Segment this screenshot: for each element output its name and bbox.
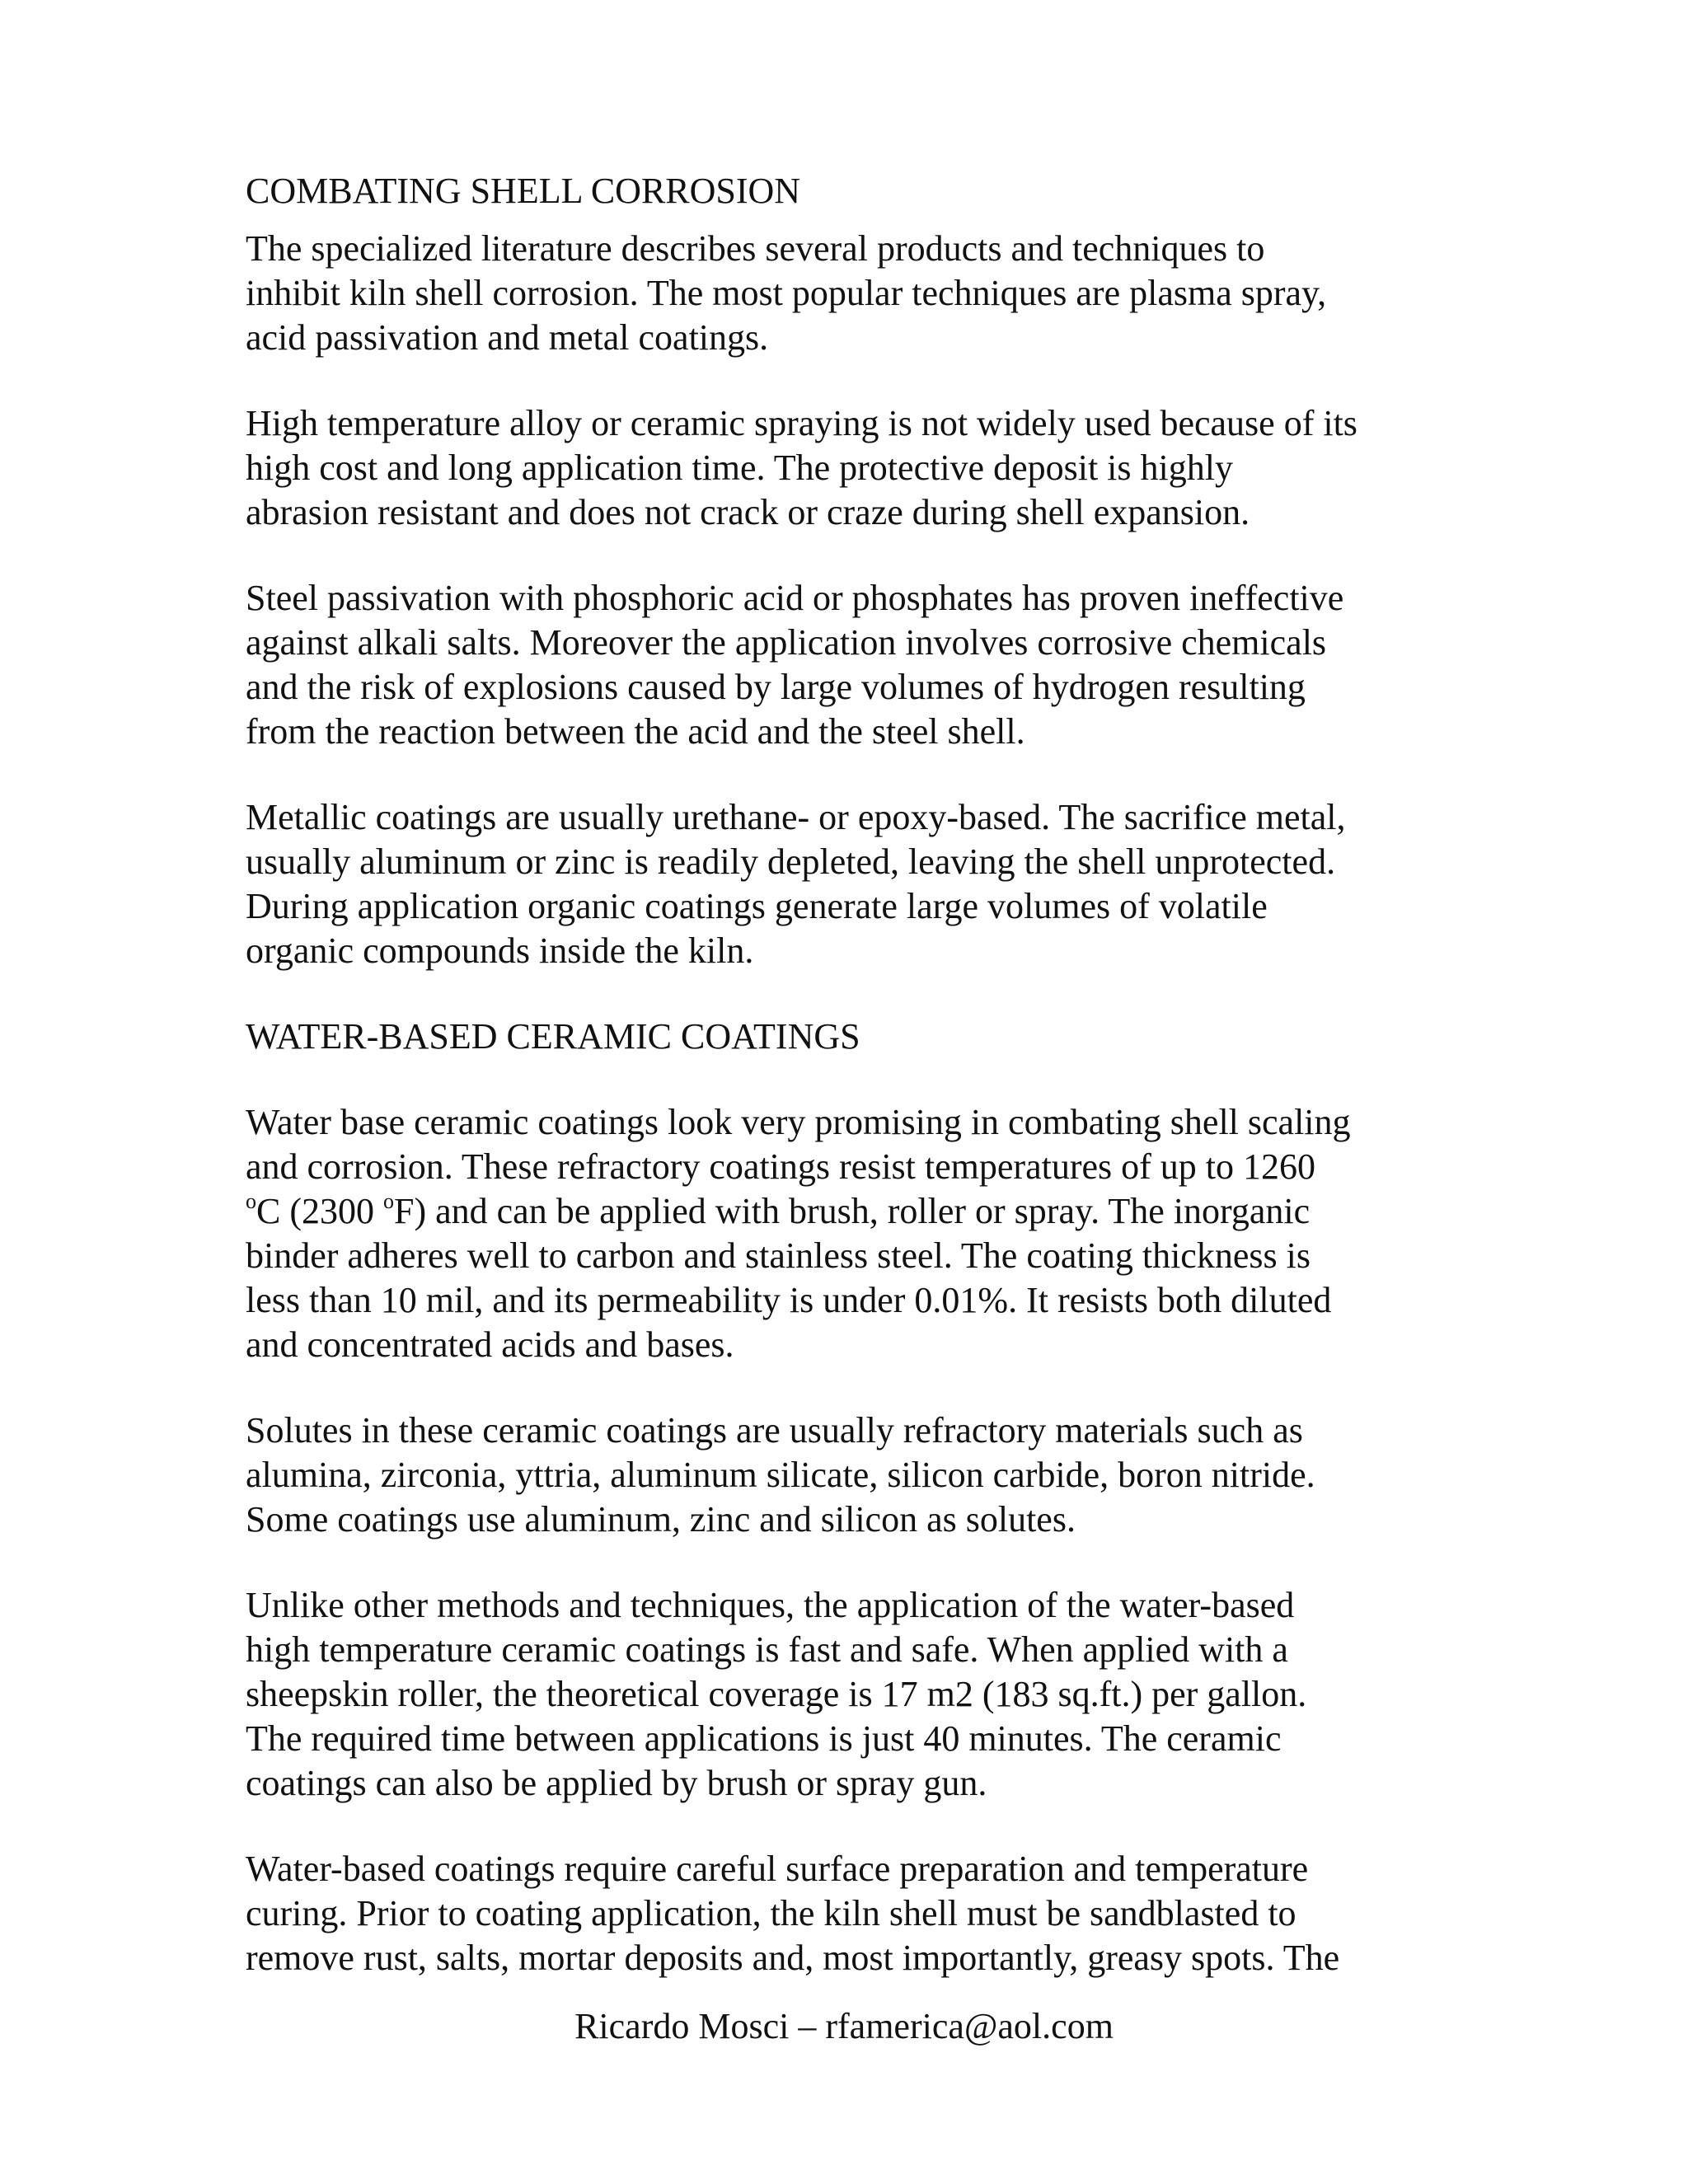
page-footer: Ricardo Mosci – rfamerica@aol.com [574,2006,1114,2046]
paragraph-water-base-coatings [246,1100,1482,1367]
text-line: high temperature ceramic coatings is fast and safe. When applied with a [246,1629,1288,1670]
paragraph-solutes [246,1408,1482,1542]
text-line: organic compounds inside the kiln. [246,930,754,971]
text-line: acid passivation and metal coatings. [246,317,769,358]
paragraph-metallic-coatings [246,795,1482,973]
paragraph-surface-preparation [246,1847,1482,1980]
paragraph-literature [246,227,1482,360]
text-line: curing. Prior to coating application, the kiln shell must be sandblasted to [246,1893,1296,1933]
text-line: inhibit kiln shell corrosion. The most popular techniques are plasma spray, [246,273,1327,313]
text-line: usually aluminum or zinc is readily depleted, leaving the shell unprotected. [246,841,1336,882]
text-line: coatings can also be applied by brush or spray gun. [246,1763,987,1803]
text-line: binder adheres well to carbon and stainless steel. The coating thickness is [246,1235,1311,1276]
text-line: and concentrated acids and bases. [246,1324,734,1365]
text-line: and the risk of explosions caused by large volumes of hydrogen resulting [246,667,1306,707]
text-line: against alkali salts. Moreover the application involves corrosive chemicals [246,622,1327,663]
section-heading-water-based: WATER-BASED CERAMIC COATINGS [246,1016,860,1057]
document-body [246,169,1482,1980]
text-line: alumina, zirconia, yttria, aluminum silicate, silicon carbide, boron nitride. [246,1455,1315,1495]
text-line: abrasion resistant and does not crack or craze during shell expansion. [246,492,1250,532]
text-line: Unlike other methods and techniques, the application of the water-based [246,1585,1295,1625]
text-line: Some coatings use aluminum, zinc and silicon as solutes. [246,1499,1076,1540]
text-line: less than 10 mil, and its permeability is under 0.01%. It resists both diluted [246,1280,1332,1320]
text-line: High temperature alloy or ceramic spraying is not widely used because of its [246,403,1357,443]
text-line: and corrosion. These refractory coatings resist temperatures of up to 1260 [246,1146,1315,1187]
text-line: The required time between applications is just 40 minutes. The ceramic [246,1718,1282,1759]
text-line: Metallic coatings are usually urethane- or epoxy-based. The sacrifice metal, [246,797,1346,837]
section-heading-combating-corrosion: COMBATING SHELL CORROSION [246,171,801,211]
degree-superscript: o [383,1189,394,1213]
text-line: sheepskin roller, the theoretical coverage is 17 m2 (183 sq.ft.) per gallon. [246,1674,1307,1714]
text-line: Solutes in these ceramic coatings are usually refractory materials such as [246,1410,1303,1451]
text-line: Water base ceramic coatings look very promising in combating shell scaling [246,1102,1351,1142]
text-line: Steel passivation with phosphoric acid or phosphates has proven ineffective [246,578,1344,618]
text-line: remove rust, salts, mortar deposits and, most importantly, greasy spots. The [246,1938,1340,1978]
text-line: During application organic coatings generate large volumes of volatile [246,886,1268,926]
paragraph-steel-passivation [246,576,1482,754]
text-line-temperature [246,1189,1482,1234]
text-line: from the reaction between the acid and the steel shell. [246,711,1025,752]
text-line: The specialized literature describes several products and techniques to [246,228,1265,269]
text-line: Water-based coatings require careful surface preparation and temperature [246,1849,1309,1889]
paragraph-application [246,1583,1482,1806]
text-segment: F) and can be applied with brush, roller or spray. The inorganic [394,1191,1311,1231]
text-line: high cost and long application time. The protective deposit is highly [246,448,1233,488]
degree-superscript: o [246,1189,256,1213]
text-segment: C (2300 [256,1191,383,1231]
paragraph-alloy-spraying [246,401,1482,535]
